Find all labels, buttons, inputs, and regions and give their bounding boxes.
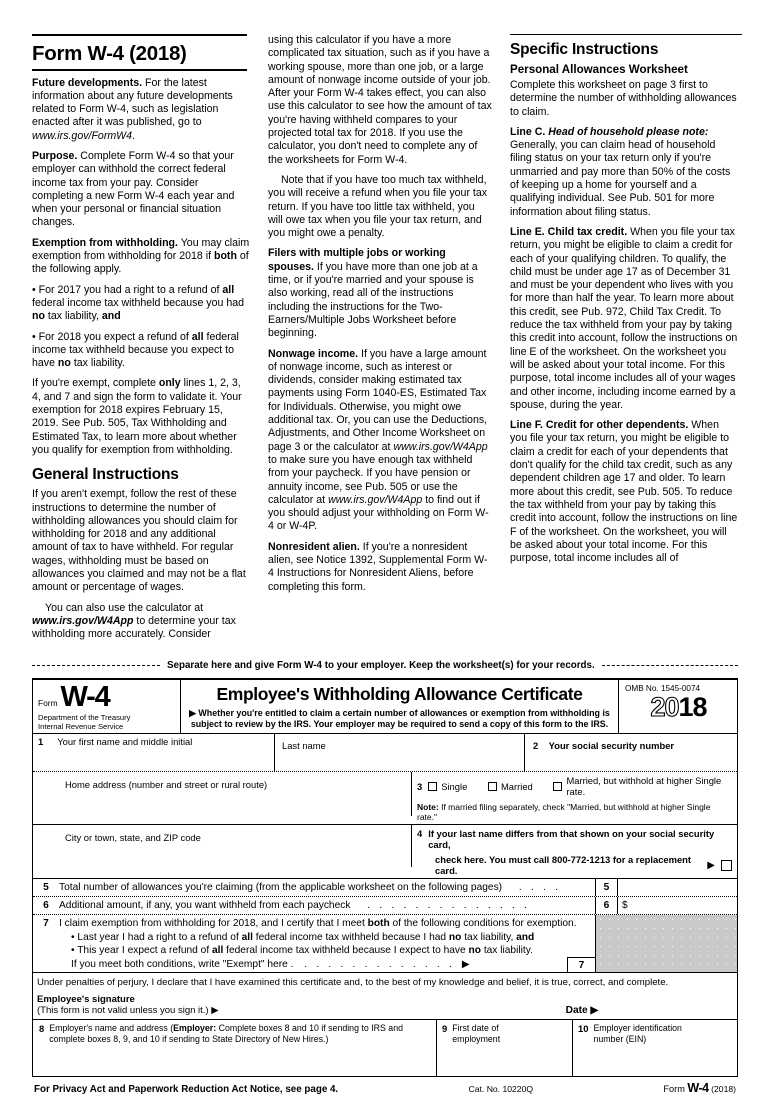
- para-nonwage-income: [268, 348, 492, 534]
- omb-number: OMB No. 1545-0074: [625, 683, 701, 693]
- para-exempt-lines: If you're exempt, complete only lines 1, 2, 3, 4, and 7 and sign the form to validate it. Your exemption for 2018 expires February 15, 2019. See Pub. 505, Tax Withholding and Estimated Tax, to learn more about whether you qualify for exemption from withholding.: [32, 377, 242, 456]
- form-header-center: [181, 680, 619, 734]
- para-mid-1: using this calculator if you have a more complicated tax situation, such as if you have a working spouse, more than one job, or a large amount of nonwage income outside of your job. After your Form W-4 takes effect, you can also use this calculator to see how the amount of tax you're having withheld compares to your projected total tax for 2018. If you use the calculator, you don't need to complete any of the worksheets for Form W-4.: [268, 34, 492, 166]
- line-f-lead: Line F. Credit for other dependents.: [510, 419, 689, 432]
- checkbox-married-higher-single-rate[interactable]: [553, 782, 562, 791]
- line-8-number: 8: [39, 1023, 45, 1035]
- line-6-row: [33, 897, 737, 915]
- line-9-label: [452, 1023, 500, 1045]
- instructions-section: [32, 0, 738, 649]
- form-header-right: [619, 680, 737, 734]
- para-purpose: [32, 150, 250, 230]
- w4app-link-1: www.irs.gov/W4App: [32, 614, 134, 627]
- instructions-right-column: [506, 34, 738, 649]
- form-subtitle-line2: subject to review by the IRS. Your employer may be required to send a copy of this form to the IRS.: [190, 718, 609, 729]
- line-6-text-wrap: [59, 897, 595, 914]
- filing-status-note: [417, 802, 732, 822]
- line-7-row: [33, 915, 737, 973]
- label-married-higher-single-rate: Married, but withhold at higher Single rate.: [566, 775, 722, 798]
- form-header-row: [33, 680, 737, 735]
- line-c-italic: Head of household please note:: [545, 125, 709, 138]
- nonwage-text-3: to find out if you should adjust your withholding on Form W-4 or W-4P.: [268, 493, 489, 533]
- label-single: Single: [441, 780, 468, 792]
- para-nonresident-alien: [268, 541, 492, 594]
- line-5-text-wrap: [59, 879, 595, 896]
- year-solid-digits: 18: [678, 691, 707, 722]
- first-name-cell[interactable]: [33, 734, 275, 771]
- signature-label: Employee's signature: [37, 994, 135, 1006]
- line-7-left: [33, 915, 595, 972]
- note-lead: Note:: [417, 802, 439, 813]
- footer-form-year: (2018): [711, 1084, 736, 1095]
- form-footer: [32, 1077, 738, 1095]
- instructions-middle-column: [264, 34, 506, 649]
- perjury-statement: Under penalties of perjury, I declare that I have examined this certificate and, to the best of my knowledge and belief, it is true, correct, and complete.: [37, 977, 669, 989]
- line-7-main: [33, 915, 595, 931]
- para-mid-2: Note that if you have too much tax withheld, you will receive a refund when you file your tax return. If you have too little tax withheld, you will owe tax when you file your tax return, and you might owe a penalty.: [268, 173, 488, 240]
- future-developments-tail: .: [132, 129, 136, 142]
- para-multiple-jobs: [268, 247, 492, 340]
- label-married: Married: [500, 780, 533, 792]
- line-4-text-2: check here. You must call 800-772-1213 for a replacement card.: [435, 854, 692, 877]
- line-5-text: Total number of allowances you're claiming (from the applicable worksheet on the following pages): [59, 882, 503, 894]
- year-outline-digits: 20: [650, 691, 679, 722]
- form-header-left: [33, 680, 181, 734]
- footer-form-label: Form: [663, 1084, 685, 1095]
- line-9-label-2: employment: [452, 1034, 501, 1045]
- line-e-text: When you file your tax return, you might be eligible to claim a credit for each of your qualifying children. To qualify, the child must be under age 17 as of December 31 and must be your dependent who lives with you for more than half the year. To learn more about this credit, see Pub. 972, Child Tax Credit. To reduce the tax withheld from your pay by taking this credit into account, follow the instructions on line E of the worksheet. On the worksheet you will be asked about your total income. For this purpose, total income includes all of your wages and other income, including income earned by a spouse, during the year.: [510, 225, 738, 411]
- line-7-number: 7: [43, 918, 49, 930]
- line-7-exempt-text: If you meet both conditions, write "Exempt" here .: [71, 959, 294, 971]
- para-general-1: If you aren't exempt, follow the rest of these instructions to determine the number of withholding allowances you should claim for withholding for 2018 and any additional amount of tax to have withheld. For regular wages, withholding must be based on allowances you claimed and may not be a flat amount or percentage of wages.: [32, 488, 246, 594]
- line-6-currency: $: [622, 900, 628, 912]
- line-5-row: [33, 879, 737, 897]
- nonwage-text-1: If you have a large amount of nonwage income, such as interest or dividends, consider making estimated tax payments using Form 1040-ES, Estimated Tax for Individuals. Otherwise, you might owe additional tax. Or, you can use the Deductions, Adjustments, and Other Income Worksheet on page 3 or the calculator at: [268, 347, 488, 453]
- last-name-cell[interactable]: [275, 734, 525, 771]
- purpose-lead: Purpose.: [32, 150, 78, 162]
- line-7-bullet-2: • This year I expect a refund of all federal income tax withheld because I expect to have no tax liability.: [71, 945, 533, 957]
- arrow-right-icon-line7: ▶: [461, 959, 470, 971]
- filing-status-options: [417, 775, 732, 797]
- line-6-text: Additional amount, if any, you want withheld from each paycheck: [59, 900, 351, 912]
- employer-row: [33, 1020, 737, 1077]
- line-5-dots: . . . .: [518, 882, 562, 894]
- line-9-number: 9: [442, 1023, 448, 1035]
- line-1-number: 1: [38, 736, 44, 748]
- line-9-label-1: First date of: [452, 1023, 499, 1034]
- personal-allowances-subheading: Personal Allowances Worksheet: [510, 63, 688, 76]
- exemption-lead: Exemption from withholding.: [32, 236, 178, 249]
- page-title: Form W-4 (2018): [32, 42, 187, 65]
- para-line-e: [510, 226, 738, 412]
- w4app-link-2: www.irs.gov/W4App: [393, 440, 488, 453]
- line-7-shaded-block: [595, 915, 737, 972]
- name-differs-cell: [412, 825, 737, 878]
- para-exemption: Exemption from withholding. You may claim exemption from withholding for 2018 if both of the following apply.: [32, 236, 250, 276]
- para-line-f: [510, 419, 738, 565]
- nonresident-lead: Nonresident alien.: [268, 540, 360, 553]
- signature-sublabel: (This form is not valid unless you sign it.) ▶: [37, 1005, 219, 1017]
- bullet-2017: • For 2017 you had a right to a refund of all federal income tax withheld because you had no tax liability, and: [32, 283, 245, 323]
- city-state-zip-label: City or town, state, and ZIP code: [65, 832, 201, 844]
- privacy-act-notice: For Privacy Act and Paperwork Reduction Act Notice, see page 4.: [34, 1084, 339, 1095]
- para-line-c: [510, 126, 738, 219]
- separator-dash-right: [602, 665, 738, 666]
- formw4-link: www.irs.gov/FormW4: [32, 129, 133, 142]
- line-10-number: 10: [578, 1023, 589, 1035]
- line-4-number: 4: [417, 828, 423, 840]
- line-7-box-number: 7: [567, 957, 595, 972]
- checkbox-single[interactable]: [428, 782, 437, 791]
- footer-form-id: [663, 1081, 736, 1095]
- specific-instructions-heading: Specific Instructions: [510, 41, 659, 58]
- form-title: Employee's Withholding Allowance Certificate: [216, 683, 583, 704]
- line-7-dots: . . . . . . . . . . . . .: [304, 959, 456, 971]
- line-f-text: When you file your tax return, you might be eligible to claim a credit for each of your dependents that don't qualify for the child tax credit, such as any dependent children age 17 and older. To learn more about this credit, see Pub. 505. To reduce the tax withheld from your pay by taking this credit into account, follow the instructions on line F of the worksheet. On the worksheet, you will be asked about your total income. For this purpose, total income includes all of: [510, 419, 738, 565]
- form-subtitle-line1: ▶ Whether you're entitled to claim a certain number of allowances or exemption from withholding is: [189, 707, 610, 718]
- employer-name-address-cell[interactable]: [33, 1020, 437, 1076]
- instructions-left-column: [32, 34, 264, 649]
- arrow-right-icon-line4: ▶: [707, 859, 715, 871]
- para-future-developments: [32, 77, 250, 143]
- tax-year: [625, 691, 732, 722]
- ssn-cell[interactable]: [525, 734, 737, 771]
- para-right-1: Complete this worksheet on page 3 first to determine the number of withholding allowances to claim.: [510, 79, 737, 118]
- department-line-2: Internal Revenue Service: [38, 722, 124, 732]
- line-6-value[interactable]: [617, 897, 737, 914]
- line-7-bullet-1: • Last year I had a right to a refund of all federal income tax withheld because I had no tax liability, and: [71, 932, 535, 944]
- footer-form-number: W-4: [687, 1081, 709, 1095]
- line-6-box-number: 6: [595, 897, 617, 914]
- address-filing-status-row: [33, 772, 737, 825]
- line-e-lead: Line E. Child tax credit.: [510, 225, 628, 238]
- signature-left[interactable]: [37, 994, 432, 1016]
- multiple-jobs-text: If you have more than one job at a time, or if you're married and your spouse is also working, read all of the instructions including the instructions for the Two-Earners/Multiple Jobs Worksheet before beginning.: [268, 260, 478, 340]
- general-2-post: to determine your tax withholding more accurately. Consider: [32, 614, 236, 641]
- line-5-value[interactable]: [617, 879, 737, 896]
- line-5-box-number: 5: [595, 879, 617, 896]
- form-label: Form: [38, 698, 58, 709]
- first-name-label: Your first name and middle initial: [57, 736, 193, 748]
- nonwage-text-2: to make sure you have enough tax withheld from your paycheck. If you have pension or annuity income, see Pub. 505 or use the calculator at: [268, 453, 473, 506]
- line-7-exempt-text-wrap: [33, 957, 567, 972]
- employer-ein-cell[interactable]: [573, 1020, 737, 1076]
- line-3-number: 3: [417, 780, 423, 792]
- department-line-1: Department of the Treasury: [38, 713, 131, 723]
- general-instructions-heading: General Instructions: [32, 466, 179, 484]
- home-address-cell[interactable]: [33, 772, 412, 816]
- future-developments-text: For the latest information about any future developments related to Form W-4, such as legislation enacted after it was published, go to: [32, 76, 233, 129]
- line-10-label-2: number (EIN): [593, 1034, 647, 1045]
- line-5-number: 5: [43, 882, 49, 894]
- checkbox-married[interactable]: [488, 782, 497, 791]
- bullet-2018: • For 2018 you expect a refund of all federal income tax withheld because you expect to have no tax liability.: [32, 330, 239, 370]
- name-ssn-row: [33, 734, 737, 772]
- w4-form: [32, 678, 738, 1078]
- future-developments-lead: Future developments.: [32, 76, 143, 89]
- nonresident-text: If you're a nonresident alien, see Notice 1392, Supplemental Form W-4 Instructions for Nonresident Aliens, before completing this form.: [268, 540, 488, 593]
- separator-text: Separate here and give Form W-4 to your employer. Keep the worksheet(s) for your records.: [167, 660, 595, 671]
- line-6-dots: . . . . . . . . . . . . . .: [367, 900, 531, 912]
- home-address-label: Home address (number and street or rural route): [65, 779, 268, 791]
- catalog-number: Cat. No. 10220Q: [468, 1084, 534, 1095]
- ssn-label: Your social security number: [548, 740, 675, 752]
- line-8-label: Employer's name and address (Employer: Complete boxes 8 and 10 if sending to IRS and complete boxes 8, 9, and 10 if sending to State Directory of New Hires.): [49, 1023, 403, 1045]
- multiple-jobs-lead: Filers with multiple jobs or working spouses.: [268, 247, 446, 273]
- form-number: W-4: [60, 680, 110, 713]
- city-state-zip-cell[interactable]: [33, 825, 412, 867]
- filing-status-cell: [412, 772, 737, 824]
- title-rule-top: [32, 34, 247, 36]
- line-10-label-1: Employer identification: [593, 1023, 682, 1034]
- line-c-text: Generally, you can claim head of household filing status on your tax return only if you're unmarried and pay more than 50% of the costs of keeping up a home for yourself and a qualifying individual. See Pub. 501 for more information about filing status.: [510, 139, 731, 218]
- line-4-text-1: If your last name differs from that shown on your social security card,: [428, 828, 715, 851]
- nonwage-lead: Nonwage income.: [268, 347, 359, 360]
- general-2-pre: You can also use the calculator at: [45, 601, 204, 614]
- line-c-lead: Line C.: [510, 125, 546, 138]
- w4-page: [32, 0, 738, 1095]
- signature-row: [33, 994, 737, 1020]
- city-namechange-row: [33, 825, 737, 879]
- note-text: If married filing separately, check "Married, but withhold at higher Single rate.": [417, 802, 711, 823]
- separator-row: [32, 658, 738, 674]
- para-general-2: [32, 602, 250, 642]
- separator-dash-left: [32, 665, 160, 666]
- w4app-link-3: www.irs.gov/W4App: [328, 493, 423, 506]
- title-rule-bottom: [32, 69, 247, 71]
- line-7-exempt-row: [33, 957, 595, 972]
- line-2-number: 2: [533, 740, 539, 752]
- purpose-text: Complete Form W-4 so that your employer can withhold the correct federal income tax from your pay. Consider completing a new Form W-4 each year and when your personal or financial situation changes.: [32, 150, 235, 229]
- last-name-label: Last name: [282, 740, 326, 752]
- line-10-label: [593, 1023, 682, 1045]
- line-6-number: 6: [43, 900, 49, 912]
- line-7-text: I claim exemption from withholding for 2018, and I certify that I meet both of the following conditions for exemption.: [59, 918, 577, 930]
- checkbox-name-differs[interactable]: [721, 860, 732, 871]
- date-label[interactable]: Date ▶: [565, 1005, 599, 1017]
- first-date-employment-cell[interactable]: [437, 1020, 573, 1076]
- right-column-rule: [510, 34, 742, 35]
